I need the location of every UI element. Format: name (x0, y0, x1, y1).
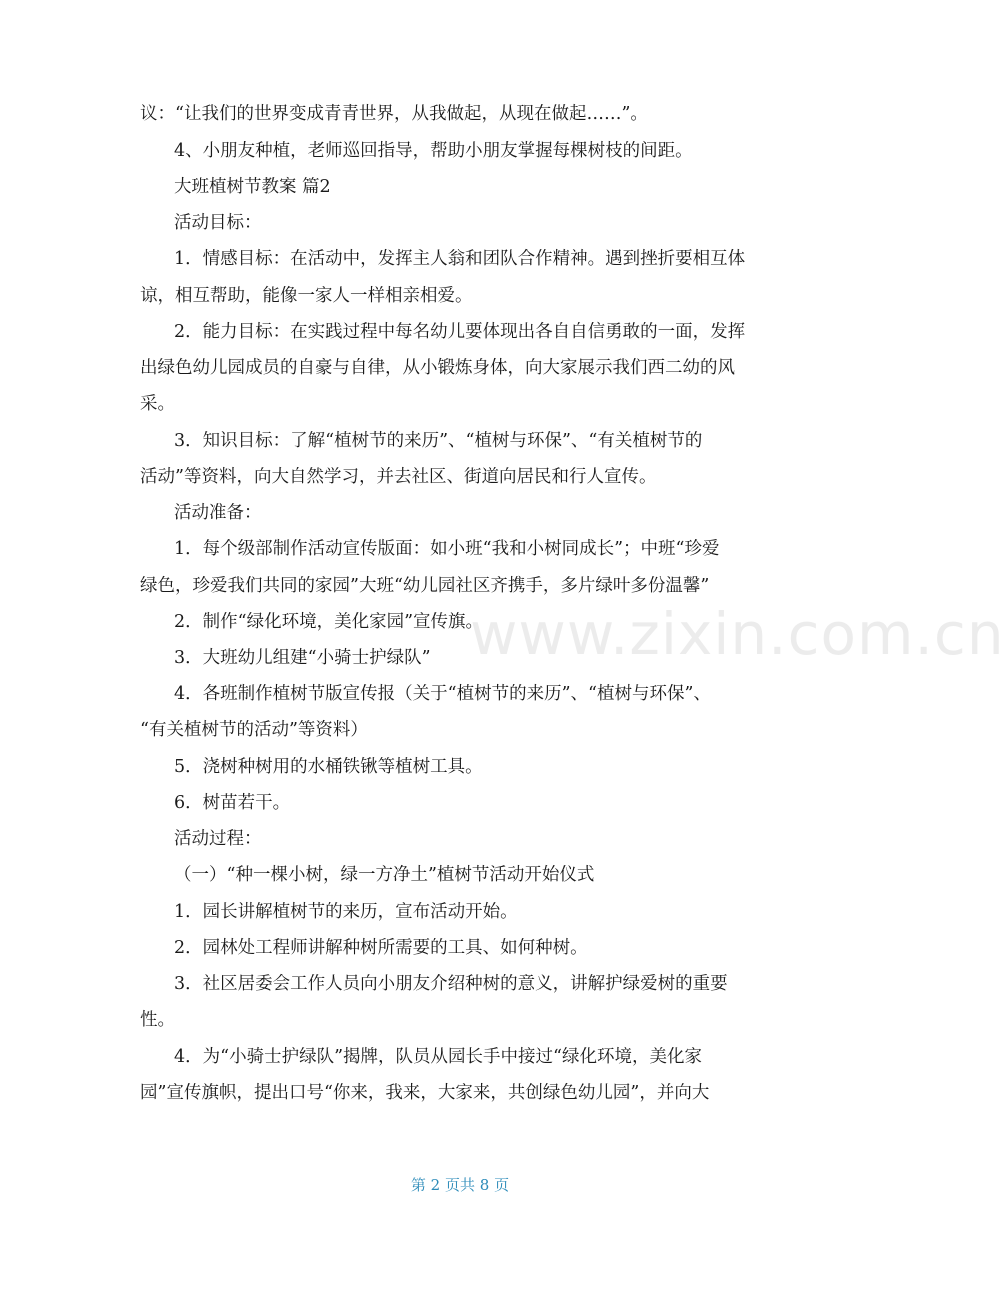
text-line-22: （一）“种一棵小树，绿一方净土”植树节活动开始仪式 (174, 865, 595, 885)
text-line-11: 活动”等资料，向大自然学习，并去社区、街道向居民和行人宣传。 (140, 467, 657, 487)
heading-activity-goals: 活动目标： (174, 213, 262, 233)
section-heading: 大班植树节教案 篇2 (174, 177, 331, 197)
text-line-14: 绿色，珍爱我们共同的家园”大班“幼儿园社区齐携手，多片绿叶多份温馨” (140, 576, 710, 596)
text-line-19: 5．浇树种树用的水桶铁锹等植树工具。 (174, 757, 483, 777)
text-line-1: 议：“让我们的世界变成青青世界，从我做起，从现在做起……”。 (140, 104, 648, 124)
text-line-15: 2．制作“绿化环境，美化家园”宣传旗。 (174, 612, 484, 632)
text-line-13: 1．每个级部制作活动宣传版面：如小班“我和小树同成长”；中班“珍爱 (174, 539, 720, 559)
text-line-24: 2．园林处工程师讲解种树所需要的工具、如何种树。 (174, 938, 588, 958)
text-line-16: 3．大班幼儿组建“小骑士护绿队” (174, 648, 431, 668)
text-line-10: 3．知识目标：了解“植树节的来历”、“植树与环保”、“有关植树节的 (174, 431, 703, 451)
text-line-25: 3．社区居委会工作人员向小朋友介绍种树的意义，讲解护绿爱树的重要 (174, 974, 728, 994)
text-line-18: “有关植树节的活动”等资料） (140, 720, 368, 740)
text-line-23: 1．园长讲解植树节的来历，宣布活动开始。 (174, 902, 518, 922)
text-line-9: 采。 (140, 394, 175, 414)
text-line-6: 谅，相互帮助，能像一家人一样相亲相爱。 (140, 286, 473, 306)
text-line-17: 4．各班制作植树节版宣传报（关于“植树节的来历”、“植树与环保”、 (174, 684, 711, 704)
heading-activity-process: 活动过程： (174, 829, 262, 849)
text-line-2: 4、小朋友种植，老师巡回指导，帮助小朋友掌握每棵树枝的间距。 (174, 141, 693, 161)
text-line-7: 2．能力目标：在实践过程中每名幼儿要体现出各自自信勇敢的一面，发挥 (174, 322, 746, 342)
text-line-27: 4．为“小骑士护绿队”揭牌，队员从园长手中接过“绿化环境，美化家 (174, 1047, 702, 1067)
watermark: www.zixin.com.cn (470, 600, 1005, 668)
text-line-26: 性。 (140, 1010, 175, 1030)
text-line-5: 1．情感目标：在活动中，发挥主人翁和团队合作精神。遇到挫折要相互体 (174, 249, 746, 269)
text-line-8: 出绿色幼儿园成员的自豪与自律，从小锻炼身体，向大家展示我们西二幼的风 (140, 358, 735, 378)
text-line-20: 6．树苗若干。 (174, 793, 291, 813)
page-footer: 第 2 页共 8 页 (410, 1176, 510, 1194)
text-line-28: 园”宣传旗帜，提出口号“你来，我来，大家来，共创绿色幼儿园”，并向大 (140, 1083, 710, 1103)
heading-activity-prep: 活动准备： (174, 503, 262, 523)
